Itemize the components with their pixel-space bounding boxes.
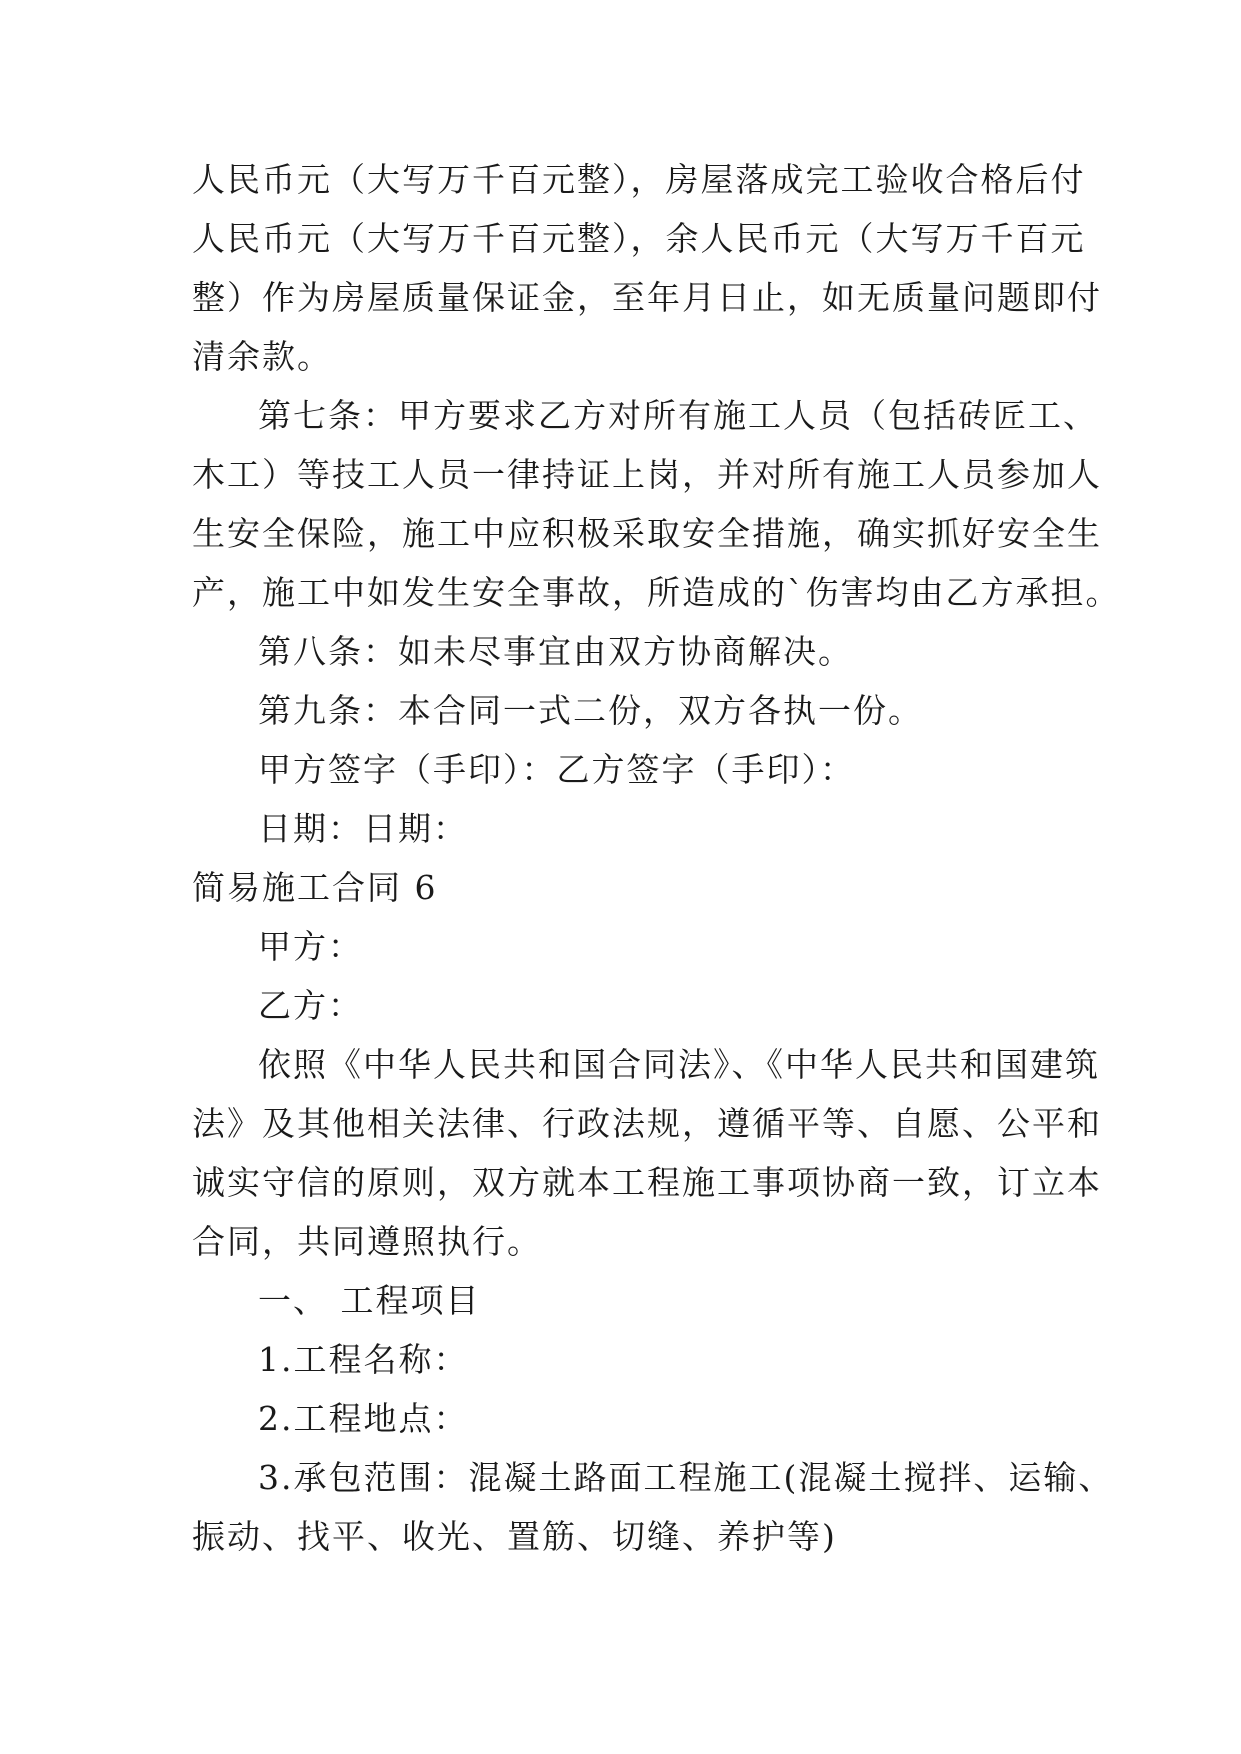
text-line: 整）作为房屋质量保证金，至年月日止，如无质量问题即付	[192, 278, 1102, 317]
article-8-paragraph: 第八条：如未尽事宜由双方协商解决。	[258, 632, 853, 671]
item-project-name: 1.工程名称：	[258, 1340, 469, 1379]
text-line: 合同，共同遵照执行。	[192, 1222, 542, 1261]
text-line: 法》及其他相关法律、行政法规，遵循平等、自愿、公平和	[192, 1104, 1102, 1143]
text-line: 振动、找平、收光、置筋、切缝、养护等)	[192, 1517, 837, 1556]
text-line: 木工）等技工人员一律持证上岗，并对所有施工人员参加人	[192, 455, 1102, 494]
text-line: 清余款。	[192, 337, 332, 376]
document-body	[192, 150, 1121, 1566]
signature-line: 甲方签字（手印）：乙方签字（手印）：	[258, 750, 855, 789]
text-line: 人民币元（大写万千百元整），余人民币元（大写万千百元	[192, 219, 1086, 258]
text-line: 人民币元（大写万千百元整），房屋落成完工验收合格后付	[192, 160, 1086, 199]
date-line: 日期：日期：	[258, 809, 468, 848]
article-9-paragraph: 第九条：本合同一式二份，双方各执一份。	[258, 691, 923, 730]
item-project-location: 2.工程地点：	[258, 1399, 469, 1438]
text-line: 产，施工中如发生安全事故，所造成的`伤害均由乙方承担。	[192, 573, 1121, 612]
heading-project: 一、 工程项目	[258, 1281, 481, 1320]
preamble-paragraph: 依照《中华人民共和国合同法》、《中华人民共和国建筑	[258, 1045, 1100, 1084]
text-line: 诚实守信的原则，双方就本工程施工事项协商一致，订立本	[192, 1163, 1102, 1202]
section-title: 简易施工合同 6	[192, 868, 438, 907]
item-contract-scope: 3.承包范围：混凝土路面工程施工(混凝土搅拌、运输、	[258, 1458, 1114, 1497]
party-b-line: 乙方：	[258, 986, 363, 1025]
text-line: 生安全保险，施工中应积极采取安全措施，确实抓好安全生	[192, 514, 1102, 553]
party-a-line: 甲方：	[258, 927, 363, 966]
article-7-paragraph: 第七条：甲方要求乙方对所有施工人员（包括砖匠工、	[258, 396, 1098, 435]
